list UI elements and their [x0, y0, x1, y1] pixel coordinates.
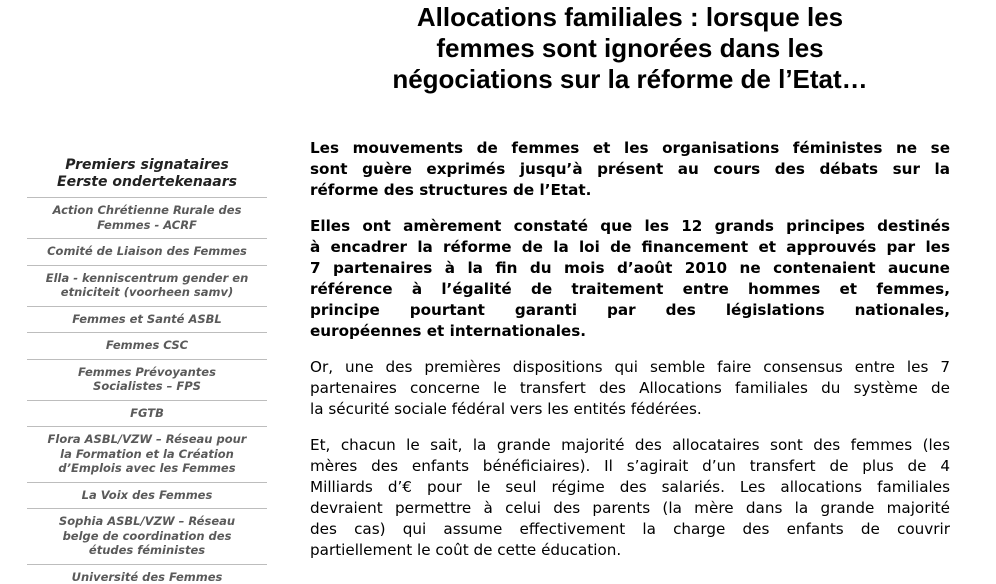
- text-line: Milliards d’€ pour le seul régime des salariés. Les allocations familiales: [310, 477, 950, 498]
- signatories-heading-fr: Premiers signataires: [22, 157, 272, 174]
- text-line: partiellement le coût de cette éducation.: [310, 540, 950, 561]
- signatory-line: la Formation et la Création: [22, 447, 272, 462]
- signatory-line: Femmes CSC: [22, 338, 272, 353]
- title-line: femmes sont ignorées dans les: [300, 33, 960, 64]
- signatories-heading-nl: Eerste ondertekenaars: [22, 174, 272, 191]
- text-line: réforme des structures de l’Etat.: [310, 180, 950, 201]
- signatory-line: Femmes et Santé ASBL: [22, 312, 272, 327]
- text-line: sont guère exprimés jusqu’à présent au cours des débats sur la: [310, 159, 950, 180]
- signatory-line: FGTB: [22, 406, 272, 421]
- divider: [27, 306, 267, 307]
- signatory-line: Femmes Prévoyantes: [22, 365, 272, 380]
- text-line: mères des enfants bénéficiaires). Il s’agirait d’un transfert de plus de 4: [310, 456, 950, 477]
- text-line: des cas) qui assume effectivement la charge des enfants de couvrir: [310, 519, 950, 540]
- title-line: Allocations familiales : lorsque les: [300, 2, 960, 33]
- divider: [27, 332, 267, 333]
- text-line: référence à l’égalité de traitement entre hommes et femmes,: [310, 279, 950, 300]
- text-line: la sécurité sociale fédéral vers les entités fédérées.: [310, 399, 950, 420]
- signatory-item: [22, 570, 272, 584]
- signatory-line: Femmes - ACRF: [22, 218, 272, 233]
- signatory-item: [22, 365, 272, 394]
- divider: [27, 400, 267, 401]
- signatory-line: Flora ASBL/VZW – Réseau pour: [22, 432, 272, 447]
- text-line: Or, une des premières dispositions qui semble faire consensus entre les 7: [310, 357, 950, 378]
- signatory-line: d’Emplois avec les Femmes: [22, 461, 272, 476]
- signatory-line: Sophia ASBL/VZW – Réseau: [22, 514, 272, 529]
- text-line: européennes et internationales.: [310, 321, 950, 342]
- divider: [27, 197, 267, 198]
- transfer-paragraph: [310, 357, 950, 420]
- divider: [27, 265, 267, 266]
- divider: [27, 238, 267, 239]
- signatory-line: etniciteit (voorheen samv): [22, 285, 272, 300]
- divider: [27, 359, 267, 360]
- signatory-line: Université des Femmes: [22, 570, 272, 584]
- text-line: Les mouvements de femmes et les organisations féministes ne se: [310, 138, 950, 159]
- text-line: devraient permettre à celui des parents (la mère dans la grande majorité: [310, 498, 950, 519]
- text-line: Et, chacun le sait, la grande majorité des allocataires sont des femmes (les: [310, 435, 950, 456]
- signatory-line: Socialistes – FPS: [22, 379, 272, 394]
- signatory-item: [22, 271, 272, 300]
- signatories-sidebar: [22, 157, 272, 584]
- text-line: 7 partenaires à la fin du mois d’août 2010 ne contenaient aucune: [310, 258, 950, 279]
- divider: [27, 564, 267, 565]
- signatory-item: [22, 312, 272, 327]
- signatory-item: [22, 244, 272, 259]
- signatory-item: [22, 203, 272, 232]
- signatory-item: [22, 514, 272, 558]
- signatory-line: Ella - kenniscentrum gender en: [22, 271, 272, 286]
- text-line: Elles ont amèrement constaté que les 12 grands principes destinés: [310, 216, 950, 237]
- signatory-item: [22, 432, 272, 476]
- document-title: [300, 2, 960, 95]
- signatory-line: études féministes: [22, 543, 272, 558]
- signatory-line: belge de coordination des: [22, 529, 272, 544]
- signatory-item: [22, 406, 272, 421]
- intro-paragraph: [310, 138, 950, 201]
- title-line: négociations sur la réforme de l’Etat…: [300, 64, 960, 95]
- beneficiaries-paragraph: [310, 435, 950, 561]
- text-line: partenaires concerne le transfert des Allocations familiales du système de: [310, 378, 950, 399]
- divider: [27, 426, 267, 427]
- principles-paragraph: [310, 216, 950, 342]
- signatory-line: Comité de Liaison des Femmes: [22, 244, 272, 259]
- text-line: principe pourtant garanti par des législations nationales,: [310, 300, 950, 321]
- divider: [27, 482, 267, 483]
- signatory-item: [22, 488, 272, 503]
- signatory-line: Action Chrétienne Rurale des: [22, 203, 272, 218]
- text-line: à encadrer la réforme de la loi de financement et approuvés par les: [310, 237, 950, 258]
- divider: [27, 508, 267, 509]
- signatories-heading: [22, 157, 272, 191]
- article-body: [310, 138, 950, 576]
- signatory-item: [22, 338, 272, 353]
- signatory-line: La Voix des Femmes: [22, 488, 272, 503]
